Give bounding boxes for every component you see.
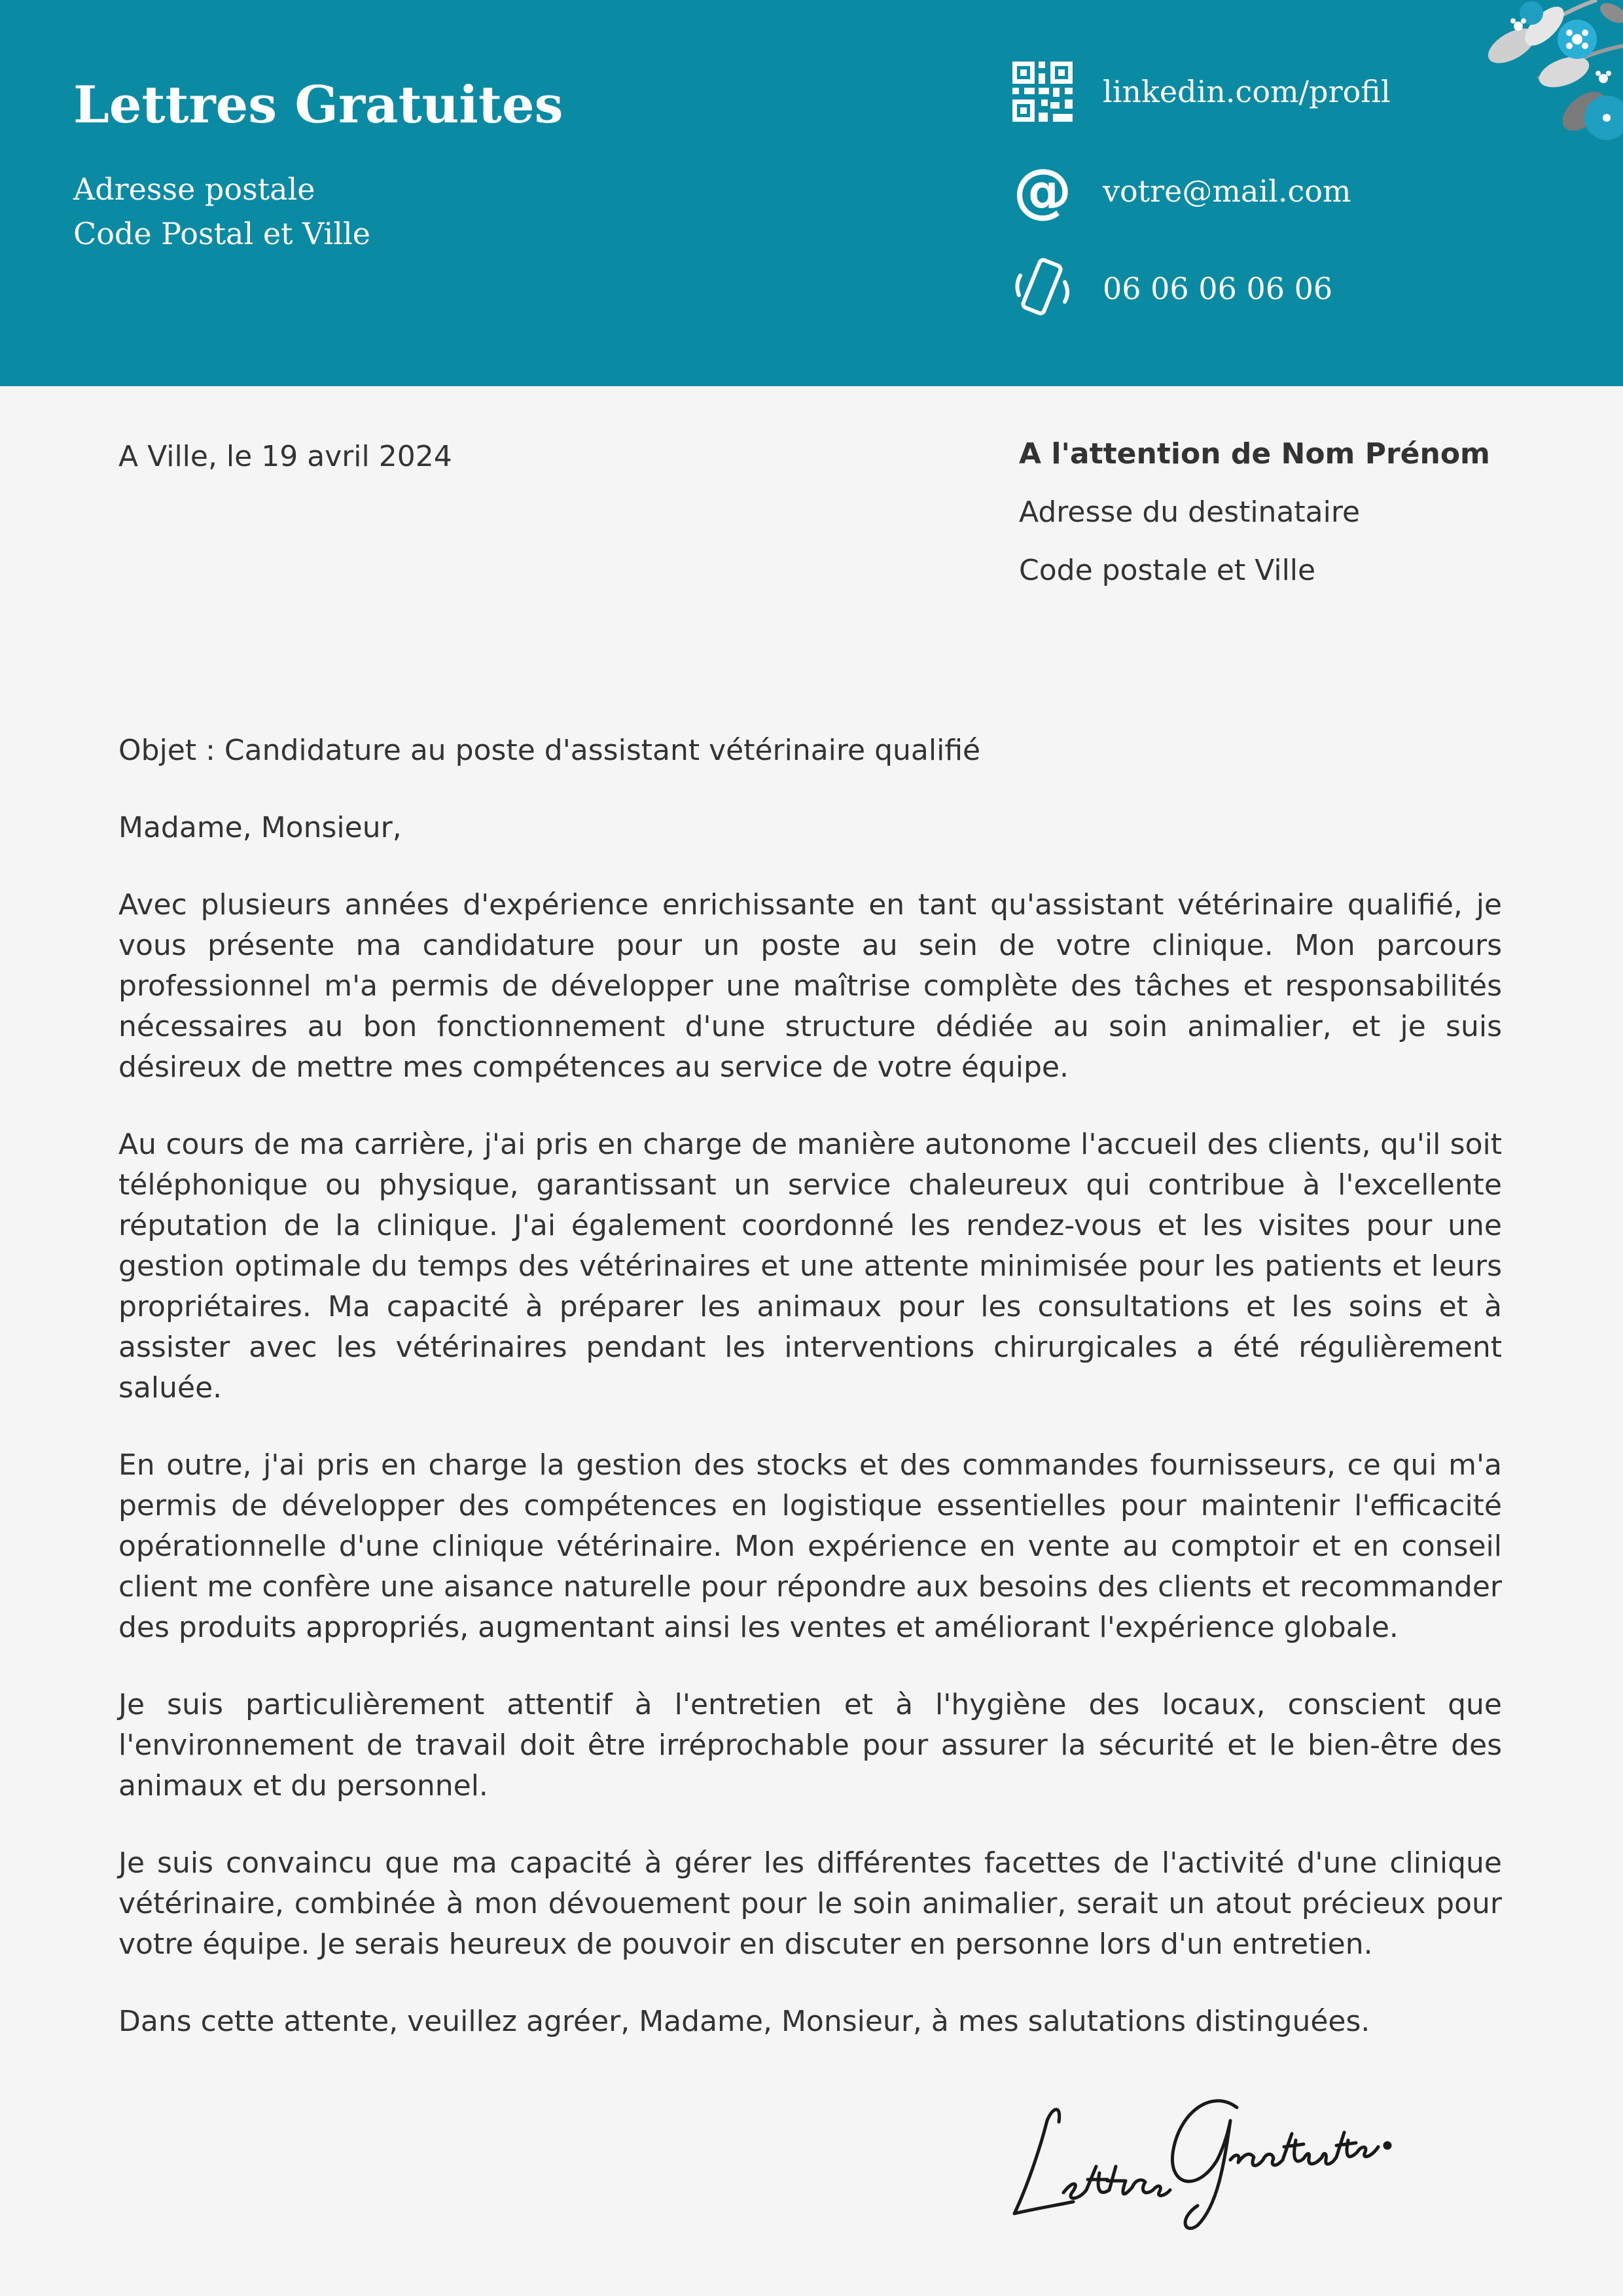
- sender-city: Code Postal et Ville: [73, 216, 370, 251]
- letter-body: [118, 730, 1502, 2079]
- linkedin-url[interactable]: linkedin.com/profil: [1103, 74, 1391, 109]
- sender-name: Lettres Gratuites: [73, 75, 563, 135]
- recipient-address: Adresse du destinataire: [1019, 495, 1361, 529]
- contact-phone: [1011, 253, 1332, 325]
- qr-code-icon: [1011, 60, 1074, 123]
- letter-date: A Ville, le 19 avril 2024: [118, 440, 452, 473]
- letter-subject: Objet : Candidature au poste d'assistant vétérinaire qualifié: [118, 734, 981, 767]
- phone-icon: [1011, 257, 1074, 320]
- handwritten-signature: [1001, 2062, 1394, 2232]
- letter-paragraph: Avec plusieurs années d'expérience enrichissante en tant qu'assistant vétérinaire qualifié, je vous présente ma candidature pour un poste au sein de votre clinique. Mon parcours professionnel m'a permis de développer une maîtrise complète des tâches et responsabilités nécessaires au bon fonctionnement d'une structure dédiée au soin animalier, et je suis désireux de mettre mes compétences au service de votre équipe.: [118, 888, 1502, 1084]
- recipient-name: A l'attention de Nom Prénom: [1019, 437, 1490, 471]
- letter-paragraph: Je suis particulièrement attentif à l'entretien et à l'hygiène des locaux, conscient que l'environnement de travail doit être irréprochable pour assurer la sécurité et le bien-être des animaux et du personnel.: [118, 1688, 1502, 1803]
- letter-closing: Dans cette attente, veuillez agréer, Madame, Monsieur, à mes salutations distinguées.: [118, 2005, 1370, 2038]
- letter-paragraph: Au cours de ma carrière, j'ai pris en charge de manière autonome l'accueil des clients, qu'il soit téléphonique ou physique, garantissant un service chaleureux qui contribue à l'excellente réputation de la clinique. J'ai également coordonné les rendez-vous et les visites pour une gestion optimale du temps des vétérinaires et une attente minimisée pour les patients et leurs propriétaires. Ma capacité à préparer les animaux pour les consultations et les soins et à assister avec les vétérinaires pendant les interventions chirurgicales a été régulièrement saluée.: [118, 1128, 1502, 1405]
- phone-number[interactable]: 06 06 06 06 06: [1103, 271, 1333, 306]
- recipient-block: [1019, 437, 1490, 612]
- sender-address: Adresse postale: [73, 171, 315, 207]
- letter-paragraph: En outre, j'ai pris en charge la gestion des stocks et des commandes fournisseurs, ce qui m'a permis de développer des compétences en logistique essentielles pour maintenir l'efficacité opérationnelle d'une clinique vétérinaire. Mon expérience en vente au comptoir et en conseil client me confère une aisance naturelle pour répondre aux besoins des clients et recommander des produits appropriés, augmentant ainsi les ventes et améliorant l'expérience globale.: [118, 1448, 1502, 1644]
- letter-paragraph: Je suis convaincu que ma capacité à gérer les différentes facettes de l'activité d'une clinique vétérinaire, combinée à mon dévouement pour le soin animalier, serait un atout précieux pour votre équipe. Je serais heureux de pouvoir en discuter en personne lors d'un entretien.: [118, 1846, 1502, 1961]
- recipient-city: Code postale et Ville: [1019, 554, 1316, 587]
- letter-salutation: Madame, Monsieur,: [118, 811, 402, 844]
- flowers-decoration-icon: [1466, 0, 1623, 157]
- contact-email: [1011, 155, 1351, 227]
- email-address[interactable]: votre@mail.com: [1103, 173, 1351, 209]
- at-sign-icon: @: [1013, 156, 1072, 225]
- contact-linkedin: [1011, 56, 1391, 128]
- letter-header: [0, 0, 1623, 386]
